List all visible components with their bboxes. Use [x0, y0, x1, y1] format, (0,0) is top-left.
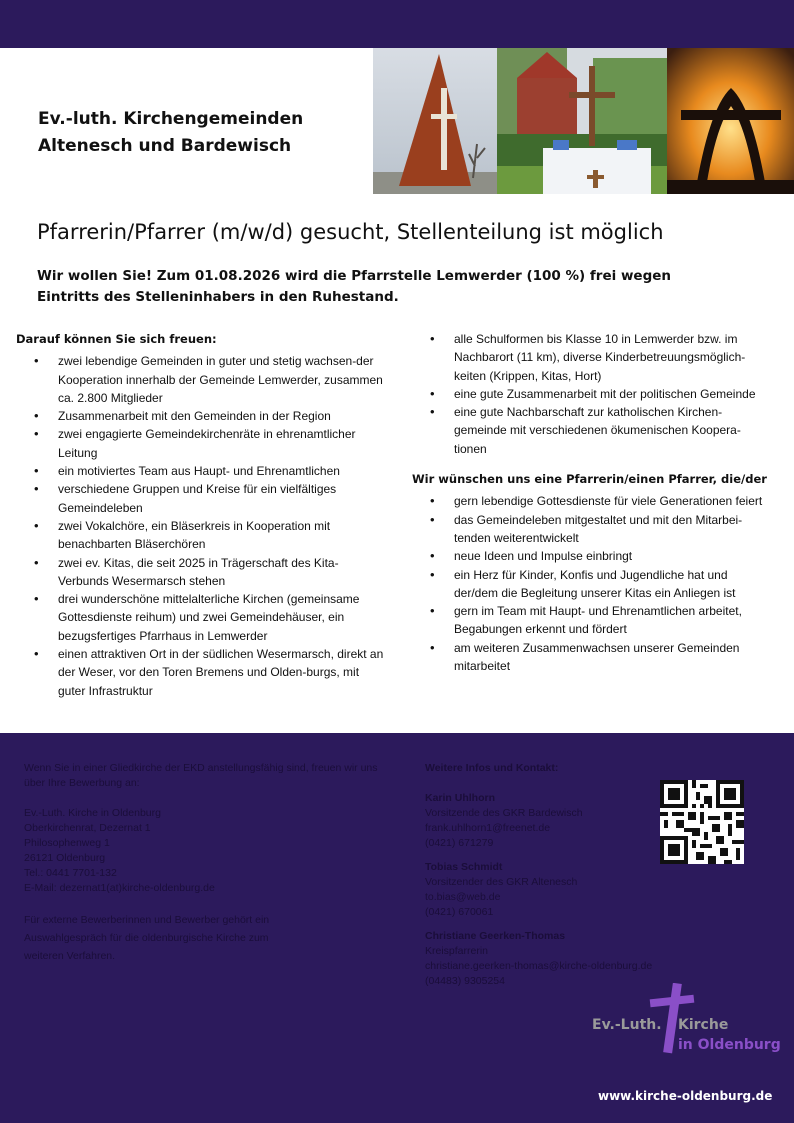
list-item: • zwei lebendige Gemeinden in guter und stetig wachsen-der Kooperation innerhalb der Gemeinde Lemwerder, zusammen ca. 2.800 Mitglieder [16, 352, 384, 407]
list-item: • drei wunderschöne mittelalterliche Kirchen (gemeinsame Gottesdienste reihum) und zwei Gemeindehäuser, ein bezugsfertiges Pfarrhaus in Lemwerder [16, 590, 384, 645]
address-phone: Tel.: 0441 7701-132 [24, 867, 117, 879]
application-info [24, 761, 384, 980]
photo-sunset-arch [667, 48, 794, 194]
list-item: • gern lebendige Gottesdienste für viele Generationen feiert [412, 492, 772, 510]
list-item: • eine gute Nachbarschaft zur katholischen Kirchen-gemeinde mit verschiedenen ökumenischen Koopera-tionen [412, 403, 772, 458]
contact-email[interactable]: frank.uhlhorn1@freenet.de [425, 822, 551, 834]
church-name [38, 106, 358, 160]
list-item: • gern im Team mit Haupt- und Ehrenamtlichen arbeitet, Begabungen erkennt und fördert [412, 602, 772, 639]
contact-name: Tobias Schmidt [425, 861, 503, 873]
benefits-list [16, 352, 384, 700]
logo-text-line1: Ev.-Luth. [592, 1017, 662, 1033]
contact-card [425, 929, 675, 989]
headline: Pfarrerin/Pfarrer (m/w/d) gesucht, Stellenteilung ist möglich [37, 220, 664, 244]
benefits-column-right [412, 330, 772, 675]
contact-card [425, 791, 675, 851]
list-item: • alle Schulformen bis Klasse 10 in Lemwerder bzw. im Nachbarort (11 km), diverse Kinderbetreuungsmöglich-keiten (Krippen, Kitas, Hort) [412, 330, 772, 385]
list-item: • zwei engagierte Gemeindekirchenräte in ehrenamtlicher Leitung [16, 425, 384, 462]
contact-role: Vorsitzende des GKR Bardewisch [425, 807, 583, 819]
list-item: • Zusammenarbeit mit den Gemeinden in der Region [16, 407, 384, 425]
list-item: • einen attraktiven Ort in der südlichen Wesermarsch, direkt an der Weser, vor den Toren Bremens und Olden-burgs, mit guter Infrastruktur [16, 645, 384, 700]
contact-phone: (04483) 9305254 [425, 975, 505, 987]
contact-info [425, 761, 675, 998]
application-address [24, 806, 384, 896]
wishes-title: Wir wünschen uns eine Pfarrerin/einen Pfarrer, die/der [412, 472, 767, 487]
list-item: • das Gemeindeleben mitgestaltet und mit den Mitarbei-tenden weiterentwickelt [412, 511, 772, 548]
photo-strip [373, 48, 794, 194]
list-item: • am weiteren Zusammenwachsen unserer Gemeinden mitarbeitet [412, 639, 772, 676]
church-logo [588, 983, 782, 1063]
contact-phone: (0421) 670061 [425, 906, 494, 918]
photo-church-altar [497, 48, 667, 194]
benefits-list-continued [412, 330, 772, 458]
list-item: • ein motiviertes Team aus Haupt- und Ehrenamtlichen [16, 462, 384, 480]
church-name-line2: Altenesch und Bardewisch [38, 136, 292, 156]
contact-name: Karin Uhlhorn [425, 792, 495, 804]
list-item: • zwei Vokalchöre, ein Bläserkreis in Kooperation mit benachbarten Bläserchören [16, 517, 384, 554]
church-name-line1: Ev.-luth. Kirchengemeinden [38, 109, 304, 129]
list-item: • eine gute Zusammenarbeit mit der politischen Gemeinde [412, 385, 772, 403]
list-item: • neue Ideen und Impulse einbringt [412, 547, 772, 565]
address-line: Oberkirchenrat, Dezernat 1 [24, 822, 151, 834]
intro-text: Wir wollen Sie! Zum 01.08.2026 wird die Pfarrstelle Lemwerder (100 %) frei wegen Eintritts des Stelleninhabers in den Ruhestand. [37, 268, 671, 305]
list-item: • zwei ev. Kitas, die seit 2025 in Trägerschaft des Kita-Verbunds Wesermarsch stehen [16, 554, 384, 591]
footer [0, 733, 794, 1123]
logo-text-line2: Kirche [678, 1017, 729, 1033]
contact-card [425, 860, 675, 920]
contact-email[interactable]: christiane.geerken-thomas@kirche-oldenburg.de [425, 960, 653, 972]
address-line: Philosophenweg 1 [24, 837, 110, 849]
list-item: • verschiedene Gruppen und Kreise für ein vielfältiges Gemeindeleben [16, 480, 384, 517]
benefits-title: Darauf können Sie sich freuen: [16, 332, 217, 346]
external-note: Für externe Bewerberinnen und Bewerber gehört ein Auswahlgespräch für die oldenburgische Kirche zum weiteren Verfahren. [24, 914, 270, 962]
list-item: • ein Herz für Kinder, Konfis und Jugendliche hat und der/dem die Begleitung unserer Kitas ein Anliegen ist [412, 566, 772, 603]
logo-text-line3: in Oldenburg [678, 1037, 781, 1053]
benefits-column-left [16, 330, 384, 700]
address-line: 26121 Oldenburg [24, 852, 106, 864]
contact-title: Weitere Infos und Kontakt: [425, 762, 559, 774]
address-line: Ev.-Luth. Kirche in Oldenburg [24, 807, 161, 819]
contact-name: Christiane Geerken-Thomas [425, 930, 566, 942]
website-link[interactable]: www.kirche-oldenburg.de [598, 1089, 773, 1103]
address-email[interactable]: E-Mail: dezernat1(at)kirche-oldenburg.de [24, 882, 215, 894]
photo-sail-cross [373, 48, 497, 194]
top-band [0, 0, 794, 48]
application-intro: Wenn Sie in einer Gliedkirche der EKD anstellungsfähig sind, freuen wir uns über Ihre Bewerbung an: [24, 762, 378, 789]
contact-email[interactable]: to.bias@web.de [425, 891, 501, 903]
qr-code-icon[interactable] [660, 780, 744, 864]
wishes-list [412, 492, 772, 675]
contact-role: Kreispfarrerin [425, 945, 489, 957]
contact-role: Vorsitzender des GKR Altenesch [425, 876, 578, 888]
contact-phone: (0421) 671279 [425, 837, 494, 849]
